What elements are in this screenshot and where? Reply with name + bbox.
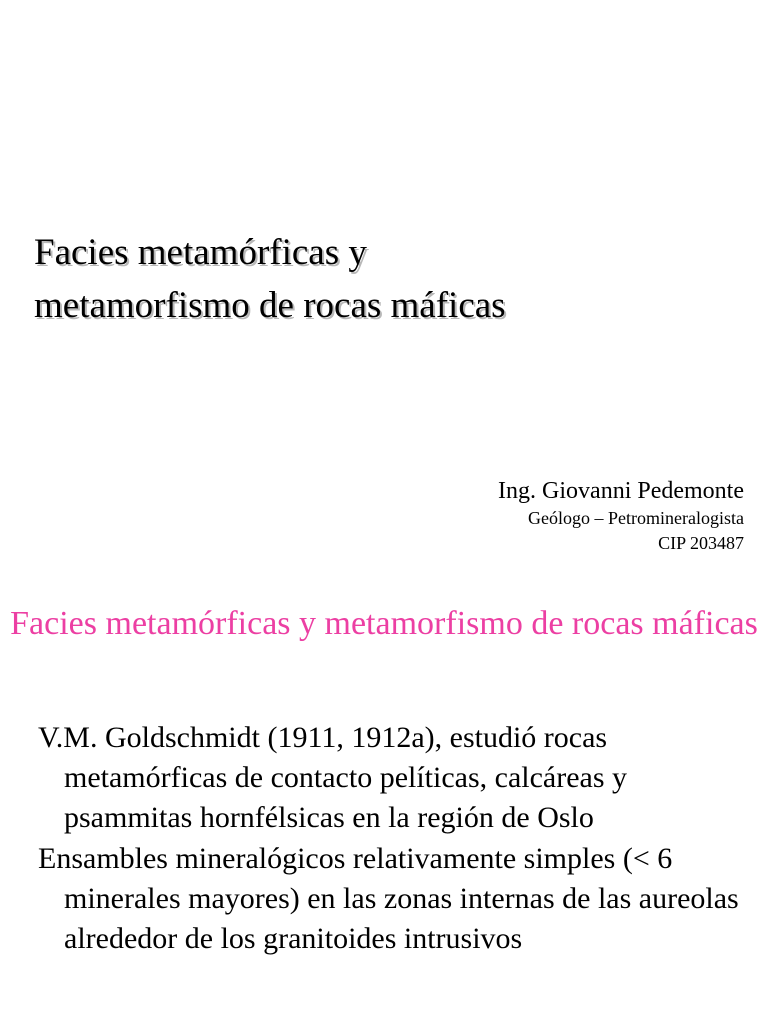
bullet-item: Ensambles mineralógicos relativamente simples (< 6 minerales mayores) en las zonas internas de las aureolas alrededor de los granitoides intrusivos [38,842,739,955]
author-cip: CIP 203487 [658,533,744,553]
bullet-item: V.M. Goldschmidt (1911, 1912a), estudió rocas metamórficas de contacto pelíticas, calcáreas y psammitas hornfélsicas en la región de Oslo [38,721,628,834]
content-slide [0,586,768,1024]
cover-title: Facies metamórficas y metamorfismo de rocas máficas [34,232,506,326]
author-role: Geólogo – Petromineralogista [528,508,744,528]
bullet-list [38,718,750,960]
author-block [498,476,744,556]
author-name: Ing. Giovanni Pedemonte [498,478,744,504]
content-title: Facies metamórficas y metamorfismo de rocas máficas [10,605,758,642]
